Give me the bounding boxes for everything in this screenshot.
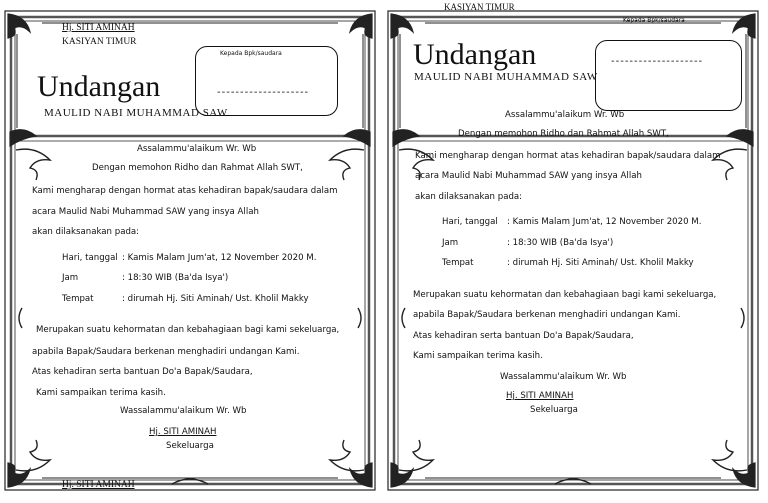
farewell: Wassalammu'alaikum Wr. Wb bbox=[500, 372, 627, 382]
date-label: Hari, tanggal bbox=[62, 253, 118, 263]
closing-line-3: Atas kehadiran serta bantuan Do'a Bapak/Saudara, bbox=[32, 367, 253, 377]
bottom-sender-name: Hj. SITI AMINAH bbox=[62, 480, 135, 490]
recipient-box bbox=[595, 40, 742, 111]
body-line-1: Dengan memohon Ridho dan Rahmat Allah SWT, bbox=[458, 129, 669, 139]
sender-place: KASIYAN TIMUR bbox=[62, 37, 137, 47]
recipient-blank: -------------------- bbox=[611, 56, 704, 67]
body-line-4: akan dilaksanakan pada: bbox=[32, 227, 140, 237]
body-line-4: akan dilaksanakan pada: bbox=[415, 192, 523, 202]
place-value: : dirumah Hj. Siti Aminah/ Ust. Kholil Makky bbox=[122, 294, 309, 304]
closing-line-4: Kami sampaikan terima kasih. bbox=[36, 388, 166, 398]
closing-line-2: apabila Bapak/Saudara berkenan menghadiri undangan Kami. bbox=[413, 310, 681, 320]
body-line-1: Dengan memohon Ridho dan Rahmat Allah SWT, bbox=[92, 163, 303, 173]
date-label: Hari, tanggal bbox=[442, 217, 498, 227]
header-place: KASIYAN TIMUR bbox=[444, 2, 515, 12]
time-value: : 18:30 WIB (Ba'da Isya') bbox=[122, 273, 229, 283]
invitation-title: Undangan bbox=[37, 70, 161, 103]
recipient-label: Kepada Bpk/saudara bbox=[220, 50, 282, 57]
place-label: Tempat bbox=[62, 294, 94, 304]
date-value: : Kamis Malam Jum'at, 12 November 2020 M. bbox=[507, 217, 702, 227]
invitation-title: Undangan bbox=[413, 38, 537, 71]
closing-line-3: Atas kehadiran serta bantuan Do'a Bapak/Saudara, bbox=[413, 331, 634, 341]
recipient-label-top: Kepada Bpk/saudara bbox=[623, 17, 685, 24]
closing-line-4: Kami sampaikan terima kasih. bbox=[413, 351, 543, 361]
invitation-subtitle: MAULID NABI MUHAMMAD SAW bbox=[414, 71, 598, 83]
place-value: : dirumah Hj. Siti Aminah/ Ust. Kholil Makky bbox=[507, 258, 694, 268]
body-line-3: acara Maulid Nabi Muhammad SAW yang insya Allah bbox=[32, 207, 259, 217]
signature-name: Hj. SITI AMINAH bbox=[149, 427, 217, 437]
invitation-subtitle: MAULID NABI MUHAMMAD SAW bbox=[44, 107, 228, 119]
greeting: Assalammu'alaikum Wr. Wb bbox=[137, 144, 257, 154]
body-line-3: acara Maulid Nabi Muhammad SAW yang insya Allah bbox=[415, 171, 642, 181]
sender-name: Hj. SITI AMINAH bbox=[62, 23, 135, 33]
signature-role: Sekeluarga bbox=[166, 441, 214, 451]
signature-role: Sekeluarga bbox=[530, 405, 578, 415]
time-label: Jam bbox=[62, 273, 79, 283]
invitation-card-left bbox=[2, 8, 378, 493]
time-label: Jam bbox=[442, 238, 459, 248]
greeting: Assalammu'alaikum Wr. Wb bbox=[505, 110, 625, 120]
time-value: : 18:30 WIB (Ba'da Isya') bbox=[507, 238, 614, 248]
closing-line-1: Merupakan suatu kehormatan dan kebahagiaan bagi kami sekeluarga, bbox=[36, 325, 340, 335]
closing-line-1: Merupakan suatu kehormatan dan kebahagiaan bagi kami sekeluarga, bbox=[413, 290, 717, 300]
farewell: Wassalammu'alaikum Wr. Wb bbox=[120, 406, 247, 416]
signature-name: Hj. SITI AMINAH bbox=[506, 391, 574, 401]
closing-line-2: apabila Bapak/Saudara berkenan menghadiri undangan Kami. bbox=[32, 347, 300, 357]
body-line-2: Kami mengharap dengan hormat atas kehadiran bapak/saudara dalam bbox=[32, 186, 338, 196]
place-label: Tempat bbox=[442, 258, 474, 268]
body-line-2: Kami mengharap dengan hormat atas kehadiran bapak/saudara dalam bbox=[415, 151, 721, 161]
date-value: : Kamis Malam Jum'at, 12 November 2020 M. bbox=[122, 253, 317, 263]
recipient-blank: -------------------- bbox=[217, 87, 310, 98]
invitation-card-right bbox=[385, 8, 761, 493]
